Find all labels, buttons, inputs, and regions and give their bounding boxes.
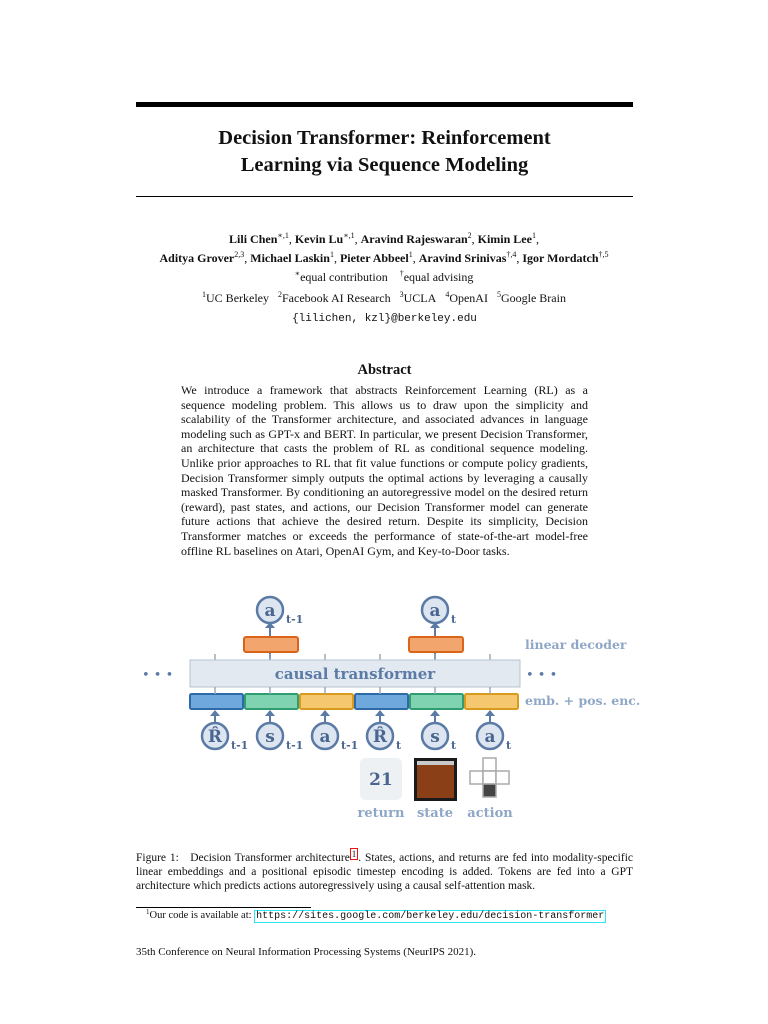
author-sep: , (288, 232, 295, 246)
author-sep: , (354, 232, 361, 246)
input-token-state-t (422, 710, 457, 752)
advising-mark: † (399, 269, 404, 278)
affiliations (120, 289, 648, 308)
state-embedding (245, 694, 298, 709)
affiliation-name: Facebook AI Research (282, 291, 391, 305)
title-rule (136, 196, 633, 197)
abstract-text: We introduce a framework that abstracts Reinforcement Learning (RL) as a sequence modeling problem. This allows us to draw upon the simplicity and scalability of the Transformer architecture, and associated advances in language modeling such as GPT-x and BERT. In particular, we present Decision Transformer, an architecture that casts the problem of RL as conditional sequence modeling. Unlike prior approaches to RL that fit value functions or compute policy gradients, Decision Transformer simply outputs the optimal actions by leveraging a causally masked Transformer. By conditioning an autoregressive model on the desired return (reward), past states, and actions, our Decision Transformer model can generate future actions that achieve the desired return. Despite its simplicity, Decision Transformer matches or exceeds the performance of state-of-the-art model-free offline RL baselines on Atari, OpenAI Gym, and Key-to-Door tasks. (181, 383, 588, 558)
input-token-symbol: s (430, 727, 440, 747)
input-token-symbol: a (484, 727, 496, 747)
contribution-mark: ∗ (294, 269, 301, 278)
top-rule (136, 102, 633, 107)
input-token-return-t-1 (202, 710, 248, 752)
input-token-symbol: a (319, 727, 331, 747)
input-token-symbol: R̂ (207, 727, 223, 747)
affiliation-num: 2 (278, 290, 282, 299)
dpad-down-pressed (483, 784, 496, 797)
return-label: return (357, 806, 405, 821)
state-embedding (410, 694, 463, 709)
figure-caption (136, 851, 633, 893)
affiliation-name: UC Berkeley (206, 291, 269, 305)
input-token-symbol: s (265, 727, 275, 747)
output-token-sub: t-1 (286, 613, 304, 626)
title-line-2: Learning via Sequence Modeling (240, 154, 529, 176)
affiliation-name: Google Brain (500, 291, 566, 305)
affiliation-num: 1 (202, 290, 207, 299)
embedding-row (190, 694, 518, 709)
author-sup: 1 (408, 250, 413, 259)
equal-contribution: equal contribution (300, 270, 388, 284)
author-name: Michael Laskin (250, 251, 330, 265)
author-name: Aditya Grover (159, 251, 235, 265)
affiliation-num: 3 (399, 290, 404, 299)
contribution-note (120, 268, 648, 287)
author-sup: 1 (531, 231, 536, 240)
state-label: state (416, 806, 454, 821)
state-example (414, 758, 457, 821)
return-embedding (190, 694, 243, 709)
embedding-ticks (215, 687, 490, 694)
author-name: Aravind Rajeswaran (360, 232, 468, 246)
author-name: Pieter Abbeel (339, 251, 409, 265)
author-name: Igor Mordatch (522, 251, 599, 265)
author-sup: †,4 (506, 250, 517, 259)
input-token-symbol: R̂ (372, 727, 388, 747)
dpad-center (483, 771, 496, 784)
input-token-sub: t-1 (341, 739, 359, 752)
linear-decoder-box (244, 637, 298, 652)
input-token-sub: t (396, 739, 402, 752)
author-sep: , (535, 232, 539, 246)
affiliation-num: 5 (496, 290, 501, 299)
return-example (358, 758, 405, 821)
footnote-text: Our code is available at: (149, 910, 255, 921)
architecture-figure (130, 590, 640, 830)
return-embedding (355, 694, 408, 709)
author-line-1 (120, 230, 648, 249)
venue-line: 35th Conference on Neural Information Processing Systems (NeurIPS 2021). (136, 946, 477, 958)
author-line-2 (120, 249, 648, 268)
footnote-ref-link[interactable]: 1 (351, 849, 357, 859)
author-name: Lili Chen (229, 232, 278, 246)
author-email: {lilichen, kzl}@berkeley.edu (292, 313, 477, 325)
state-hud (417, 761, 454, 765)
author-name: Kevin Lu (294, 232, 344, 246)
author-name: Aravind Srinivas (418, 251, 507, 265)
output-token-sub: t (451, 613, 457, 626)
input-token-sub: t-1 (286, 739, 304, 752)
action-embedding (300, 694, 353, 709)
dpad-right (496, 771, 509, 784)
abstract-heading: Abstract (357, 362, 412, 378)
affiliation-num: 4 (445, 290, 450, 299)
input-token-action-t-1 (312, 710, 358, 752)
caption-lead: Decision Transformer architecture (190, 852, 350, 864)
author-sup: 2,3 (234, 250, 245, 259)
equal-advising: equal advising (403, 270, 474, 284)
footnote-rule (136, 907, 311, 908)
author-block (120, 230, 648, 308)
action-embedding (465, 694, 518, 709)
input-token-sub: t (506, 739, 512, 752)
title-line-1: Decision Transformer: Reinforcement (218, 127, 551, 149)
dpad-up (483, 758, 496, 771)
input-token-sub: t (451, 739, 457, 752)
action-label: action (467, 806, 513, 821)
paper-title (136, 125, 633, 179)
author-sep: , (516, 251, 523, 265)
affiliation-name: UCLA (403, 291, 437, 305)
embedding-label: emb. + pos. enc. (525, 693, 640, 708)
author-sep: , (333, 251, 340, 265)
output-token-symbol: a (429, 601, 441, 621)
footnote-num: 1 (146, 908, 150, 916)
author-name: Kimin Lee (477, 232, 532, 246)
linear-decoder-label: linear decoder (525, 637, 627, 652)
linear-decoder-box (409, 637, 463, 652)
author-sup: 1 (329, 250, 334, 259)
input-token-action-t (477, 710, 512, 752)
author-sup: ∗,1 (343, 231, 355, 240)
state-image (417, 761, 454, 798)
dpad-left (470, 771, 483, 784)
transformer-ticks (215, 654, 490, 660)
input-tokens (202, 710, 512, 752)
footnote (146, 910, 606, 922)
causal-transformer-label: causal transformer (274, 665, 436, 683)
code-url-link[interactable]: https://sites.google.com/berkeley.edu/decision-transformer (256, 911, 605, 922)
return-value: 21 (369, 770, 393, 790)
input-token-return-t (367, 710, 402, 752)
author-sep: , (412, 251, 419, 265)
input-token-sub: t-1 (231, 739, 249, 752)
right-ellipsis: • • • (526, 668, 558, 683)
author-sup: ∗,1 (277, 231, 289, 240)
caption-label: Figure 1: (136, 852, 179, 864)
author-sep: , (244, 251, 251, 265)
output-token-t (409, 597, 463, 660)
author-sup: †,5 (598, 250, 609, 259)
affiliation-name: OpenAI (449, 291, 488, 305)
caption-rest: . States, actions, and returns are fed into modality-specific linear embeddings and a positional episodic timestep encoding is added. Tokens are fed into a GPT architecture which predicts actions autoregressively using a causal self-attention mask. (136, 852, 633, 892)
output-token-symbol: a (264, 601, 276, 621)
action-example (467, 758, 513, 821)
output-token-t-1 (244, 597, 303, 660)
input-token-state-t-1 (257, 710, 303, 752)
author-sep: , (471, 232, 478, 246)
author-sup: 2 (467, 231, 472, 240)
left-ellipsis: • • • (142, 668, 174, 683)
